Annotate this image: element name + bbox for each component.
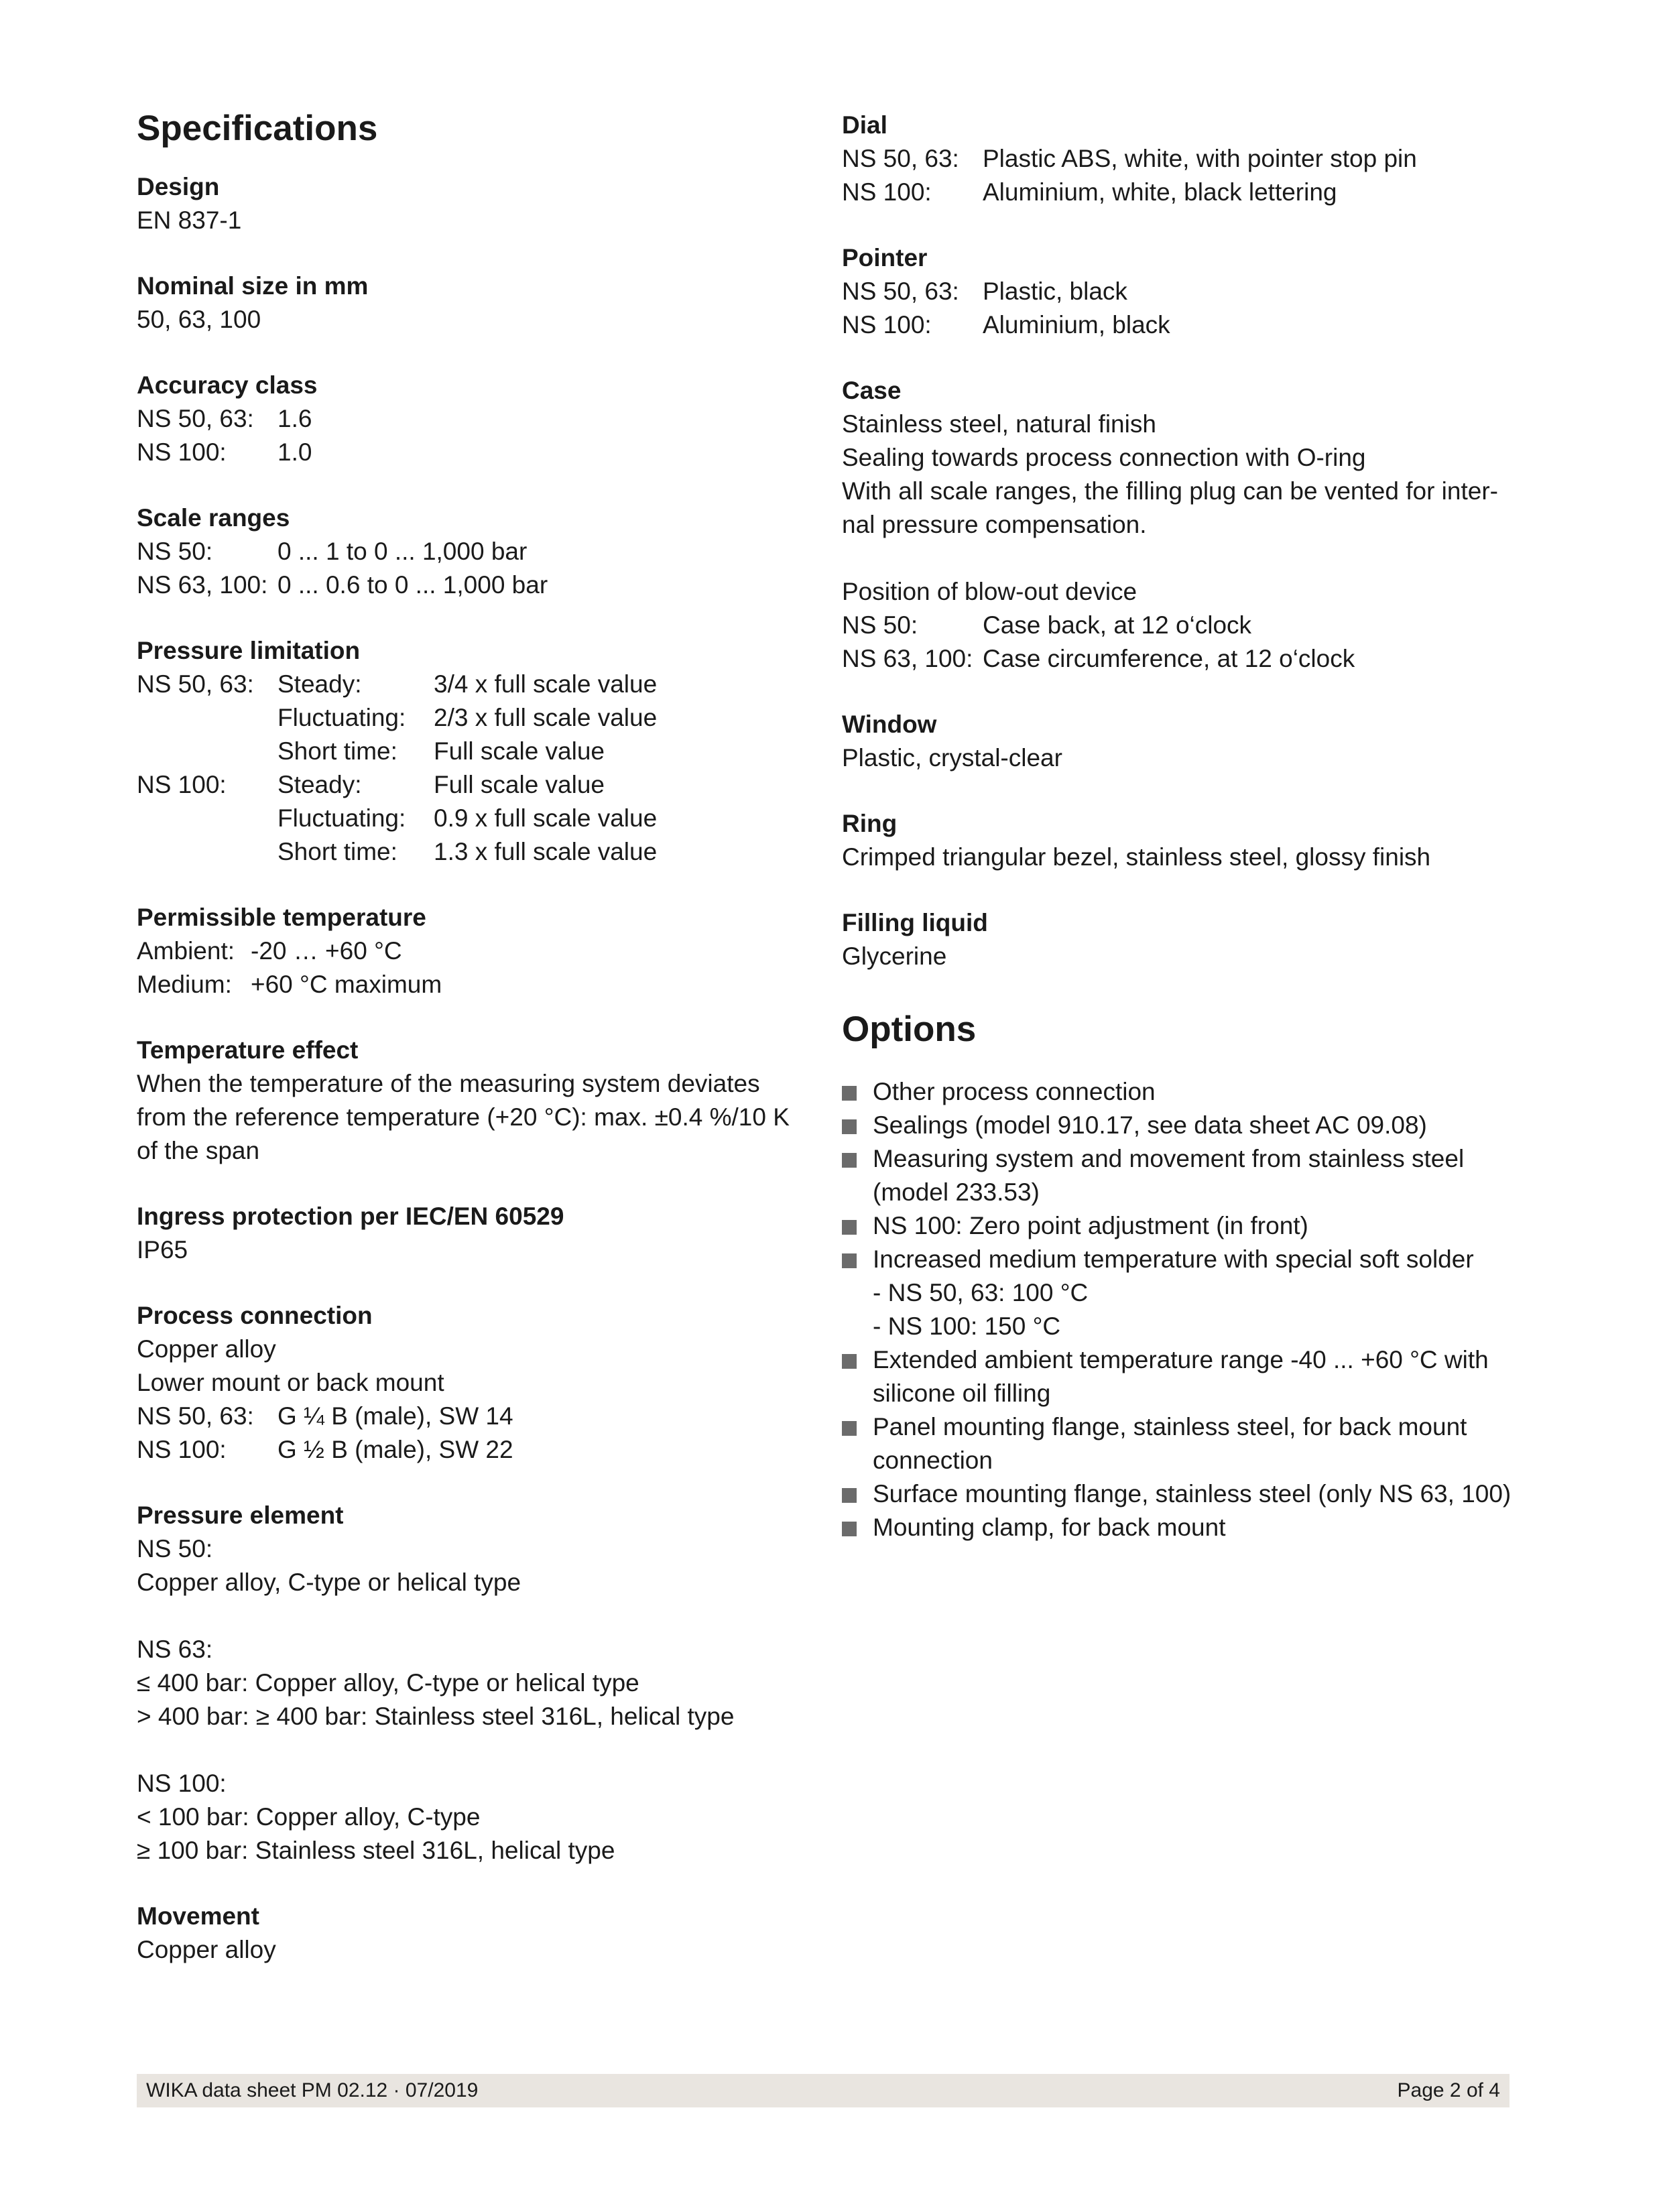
pressure-group <box>137 668 794 768</box>
row-key: NS 100: <box>137 438 227 466</box>
options-list <box>842 1075 1526 1544</box>
pressure-element-section <box>137 1499 794 1867</box>
row-value: Plastic ABS, white, with pointer stop pin <box>983 145 1417 172</box>
right-column <box>842 109 1526 1544</box>
list-item <box>842 1511 1526 1544</box>
window-section <box>842 708 1526 775</box>
text-line: NS 100: <box>137 1770 227 1797</box>
list-item <box>842 1477 1526 1511</box>
text-line: < 100 bar: Copper alloy, C-type <box>137 1803 481 1831</box>
pressure-subrow <box>278 768 657 802</box>
ingress-heading: Ingress protection per IEC/EN 60529 <box>137 1203 564 1230</box>
temperature-section <box>137 901 794 1001</box>
temperature-effect-heading: Temperature effect <box>137 1036 359 1064</box>
page-title: Specifications <box>137 109 378 148</box>
sub-label: Fluctuating: <box>278 804 406 832</box>
item-text: Sealings (model 910.17, see data sheet AC 09.08) <box>873 1111 1427 1139</box>
item-text: Panel mounting flange, stainless steel, for back mount <box>873 1413 1467 1440</box>
temperature-row <box>137 968 794 1001</box>
options-title: Options <box>842 1009 977 1049</box>
design-value: EN 837-1 <box>137 206 242 234</box>
row-key: NS 100: <box>842 178 932 206</box>
dial-section <box>842 109 1526 209</box>
text-line: > 400 bar: ≥ 400 bar: Stainless steel 316L, helical type <box>137 1703 735 1730</box>
blowout-row <box>842 609 1526 642</box>
ingress-section <box>137 1200 794 1267</box>
page-footer <box>137 2074 1510 2107</box>
row-value: 0 ... 0.6 to 0 ... 1,000 bar <box>278 571 548 599</box>
list-item <box>842 1209 1526 1243</box>
item-text: - NS 100: 150 °C <box>873 1312 1061 1340</box>
row-key: Medium: <box>137 971 232 998</box>
text-line: from the reference temperature (+20 °C): max. ±0.4 %/10 K <box>137 1103 790 1131</box>
blowout-row <box>842 642 1526 676</box>
pressure-subrow <box>278 701 657 735</box>
process-connection-heading: Process connection <box>137 1302 373 1329</box>
item-text: Other process connection <box>873 1078 1156 1105</box>
group-key: NS 100: <box>137 771 227 798</box>
sub-label: Short time: <box>278 838 397 865</box>
pointer-section <box>842 241 1526 342</box>
temperature-heading: Permissible temperature <box>137 904 426 931</box>
sub-value: 2/3 x full scale value <box>434 704 658 731</box>
scale-row <box>137 568 794 602</box>
list-item <box>842 1075 1526 1109</box>
row-value: 0 ... 1 to 0 ... 1,000 bar <box>278 538 528 565</box>
nominal-size-section <box>137 269 794 336</box>
text-line: Copper alloy, C-type or helical type <box>137 1569 521 1596</box>
list-item <box>842 1243 1526 1343</box>
process-row <box>137 1433 794 1467</box>
pressure-subrow <box>278 835 657 869</box>
temperature-row <box>137 934 794 968</box>
row-value: 1.6 <box>278 405 312 432</box>
ingress-value: IP65 <box>137 1236 188 1264</box>
row-value: Plastic, black <box>983 278 1127 305</box>
text-line: Copper alloy <box>137 1335 276 1363</box>
nominal-size-heading: Nominal size in mm <box>137 272 369 300</box>
left-column <box>137 105 794 1999</box>
movement-section <box>137 1900 794 1967</box>
text-line: With all scale ranges, the filling plug can be vented for inter- <box>842 477 1498 505</box>
row-key: NS 100: <box>137 1436 227 1463</box>
accuracy-heading: Accuracy class <box>137 371 318 399</box>
item-text: Increased medium temperature with special soft solder <box>873 1245 1474 1273</box>
item-text: silicone oil filling <box>873 1379 1051 1407</box>
pressure-subrow <box>278 668 657 701</box>
options-section <box>842 1005 1526 1544</box>
sub-label: Steady: <box>278 771 362 798</box>
scale-ranges-section <box>137 501 794 602</box>
row-value: Case back, at 12 o‘clock <box>983 611 1252 639</box>
list-item <box>842 1343 1526 1410</box>
movement-value: Copper alloy <box>137 1936 276 1963</box>
item-text: Extended ambient temperature range -40 ... +60 °C with <box>873 1346 1489 1373</box>
ring-section <box>842 807 1526 874</box>
item-text: connection <box>873 1447 993 1474</box>
row-value: Aluminium, black <box>983 311 1170 339</box>
pressure-subrow <box>278 802 657 835</box>
item-text: (model 233.53) <box>873 1178 1040 1206</box>
row-value: -20 … +60 °C <box>251 937 402 965</box>
pressure-limitation-heading: Pressure limitation <box>137 637 361 664</box>
movement-heading: Movement <box>137 1902 259 1930</box>
row-value: G ¼ B (male), SW 14 <box>278 1402 513 1430</box>
process-row <box>137 1400 794 1433</box>
row-value: 1.0 <box>278 438 312 466</box>
item-text: Mounting clamp, for back mount <box>873 1514 1226 1541</box>
text-line: NS 63: <box>137 1636 213 1663</box>
ring-value: Crimped triangular bezel, stainless steel, glossy finish <box>842 843 1431 871</box>
pointer-row <box>842 308 1526 342</box>
footer-doc-id: WIKA data sheet PM 02.12 · 07/2019 <box>146 2079 479 2101</box>
temperature-effect-section <box>137 1034 794 1168</box>
row-value: Case circumference, at 12 o‘clock <box>983 645 1355 672</box>
dial-row <box>842 142 1526 176</box>
design-section <box>137 170 794 237</box>
list-item <box>842 1109 1526 1142</box>
row-value: G ½ B (male), SW 22 <box>278 1436 513 1463</box>
row-key: NS 63, 100: <box>137 571 268 599</box>
list-item <box>842 1142 1526 1209</box>
sub-value: Full scale value <box>434 771 605 798</box>
text-line: Lower mount or back mount <box>137 1369 444 1396</box>
dial-heading: Dial <box>842 111 887 139</box>
text-line: Stainless steel, natural finish <box>842 410 1156 438</box>
filling-section <box>842 906 1526 973</box>
accuracy-row <box>137 436 794 469</box>
design-heading: Design <box>137 173 220 200</box>
row-key: NS 50, 63: <box>842 278 959 305</box>
sub-value: 3/4 x full scale value <box>434 670 658 698</box>
item-text: Measuring system and movement from stainless steel <box>873 1145 1465 1172</box>
text-line: NS 50: <box>137 1535 213 1562</box>
row-value: Aluminium, white, black lettering <box>983 178 1337 206</box>
pointer-heading: Pointer <box>842 244 928 271</box>
pointer-row <box>842 275 1526 308</box>
window-heading: Window <box>842 711 937 738</box>
sub-value: 0.9 x full scale value <box>434 804 658 832</box>
sub-label: Short time: <box>278 737 397 765</box>
sub-value: 1.3 x full scale value <box>434 838 658 865</box>
row-value: +60 °C maximum <box>251 971 442 998</box>
list-item <box>842 1410 1526 1477</box>
row-key: NS 100: <box>842 311 932 339</box>
filling-value: Glycerine <box>842 942 947 970</box>
sub-label: Fluctuating: <box>278 704 406 731</box>
dial-row <box>842 176 1526 209</box>
text-line: ≥ 100 bar: Stainless steel 316L, helical type <box>137 1837 615 1864</box>
process-connection-section <box>137 1299 794 1467</box>
window-value: Plastic, crystal-clear <box>842 744 1062 772</box>
case-section <box>842 374 1526 676</box>
row-key: Ambient: <box>137 937 235 965</box>
item-text: NS 100: Zero point adjustment (in front) <box>873 1212 1308 1239</box>
text-line: ≤ 400 bar: Copper alloy, C-type or helical type <box>137 1669 639 1697</box>
pressure-element-heading: Pressure element <box>137 1501 344 1529</box>
text-line: nal pressure compensation. <box>842 511 1147 538</box>
pressure-limitation-section <box>137 634 794 869</box>
pressure-group <box>137 768 794 869</box>
row-key: NS 63, 100: <box>842 645 973 672</box>
scale-row <box>137 535 794 568</box>
sub-label: Steady: <box>278 670 362 698</box>
ring-heading: Ring <box>842 810 898 837</box>
nominal-size-value: 50, 63, 100 <box>137 306 261 333</box>
sub-value: Full scale value <box>434 737 605 765</box>
pressure-subrow <box>278 735 657 768</box>
text-line: Sealing towards process connection with O-ring <box>842 444 1366 471</box>
case-heading: Case <box>842 377 902 404</box>
accuracy-section <box>137 369 794 469</box>
row-key: NS 50, 63: <box>137 405 254 432</box>
row-key: NS 50, 63: <box>842 145 959 172</box>
filling-heading: Filling liquid <box>842 909 988 936</box>
blowout-label: Position of blow-out device <box>842 578 1137 605</box>
accuracy-row <box>137 402 794 436</box>
group-key: NS 50, 63: <box>137 670 254 698</box>
footer-page-number: Page 2 of 4 <box>1397 2079 1500 2101</box>
text-line: of the span <box>137 1137 260 1164</box>
text-line: When the temperature of the measuring system deviates <box>137 1070 760 1097</box>
scale-ranges-heading: Scale ranges <box>137 504 290 532</box>
row-key: NS 50: <box>137 538 213 565</box>
item-text: Surface mounting flange, stainless steel (only NS 63, 100) <box>873 1480 1512 1508</box>
row-key: NS 50: <box>842 611 918 639</box>
item-text: - NS 50, 63: 100 °C <box>873 1279 1089 1306</box>
row-key: NS 50, 63: <box>137 1402 254 1430</box>
